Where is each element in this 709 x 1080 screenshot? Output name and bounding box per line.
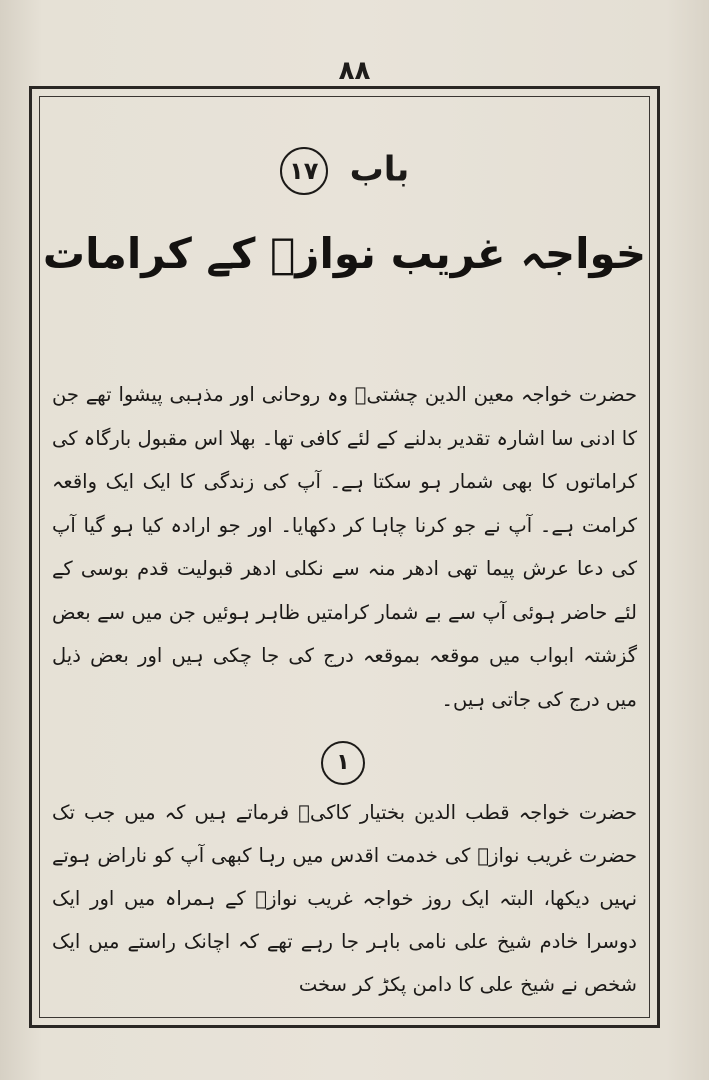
intro-paragraph: حضرت خواجہ معین الدین چشتیؒ وہ روحانی اور مذہبی پیشوا تھے جن کا ادنی سا اشارہ تقدیر بدلنے کے لئے کافی تھا۔ بھلا اس مقبول بارگاہ کی کراماتوں کا بھی شمار ہو سکتا ہے۔ آپ کی زندگی کا ایک ایک واقعہ کرامت ہے۔ آپ نے جو کرنا چاہا کر دکھایا۔ اور جو ارادہ کیا ہو گیا آپ کی دعا عرش پیما تھی ادھر منہ سے نکلی ادھر قبولیت قدم بوسی کے لئے حاضر ہوئی آپ سے بے شمار کرامتیں ظاہر ہوئیں جن میں سے بعض گزشتہ ابواب میں موقعہ بموقعہ درج کی جا چکی ہیں اور بعض ذیل میں درج کی جاتی ہیں۔ bbox=[52, 383, 637, 711]
page-number: ۸۸ bbox=[338, 56, 371, 86]
chapter-title: خواجہ غریب نوازؒ کے کرامات bbox=[42, 229, 647, 278]
section-paragraph: حضرت خواجہ قطب الدین بختیار کاکیؒ فرماتے ہیں کہ میں جب تک حضرت غریب نوازؒ کی خدمت اقدس میں رہا کبھی آپ کو ناراض ہوتے نہیں دیکھا، البتہ ایک روز خواجہ غریب نوازؒ کے ہمراہ میں اور ایک دوسرا خادم شیخ علی نامی باہر جا رہے تھے کہ اچانک راستے میں ایک شخص نے شیخ علی کا دامن پکڑ کر سخت bbox=[52, 801, 637, 996]
chapter-number-badge: ۱۷ bbox=[280, 147, 328, 195]
section-number-badge: ۱ bbox=[321, 741, 365, 785]
chapter-label: باب bbox=[349, 149, 410, 190]
text-frame bbox=[39, 96, 650, 1018]
chapter-heading bbox=[40, 147, 649, 195]
